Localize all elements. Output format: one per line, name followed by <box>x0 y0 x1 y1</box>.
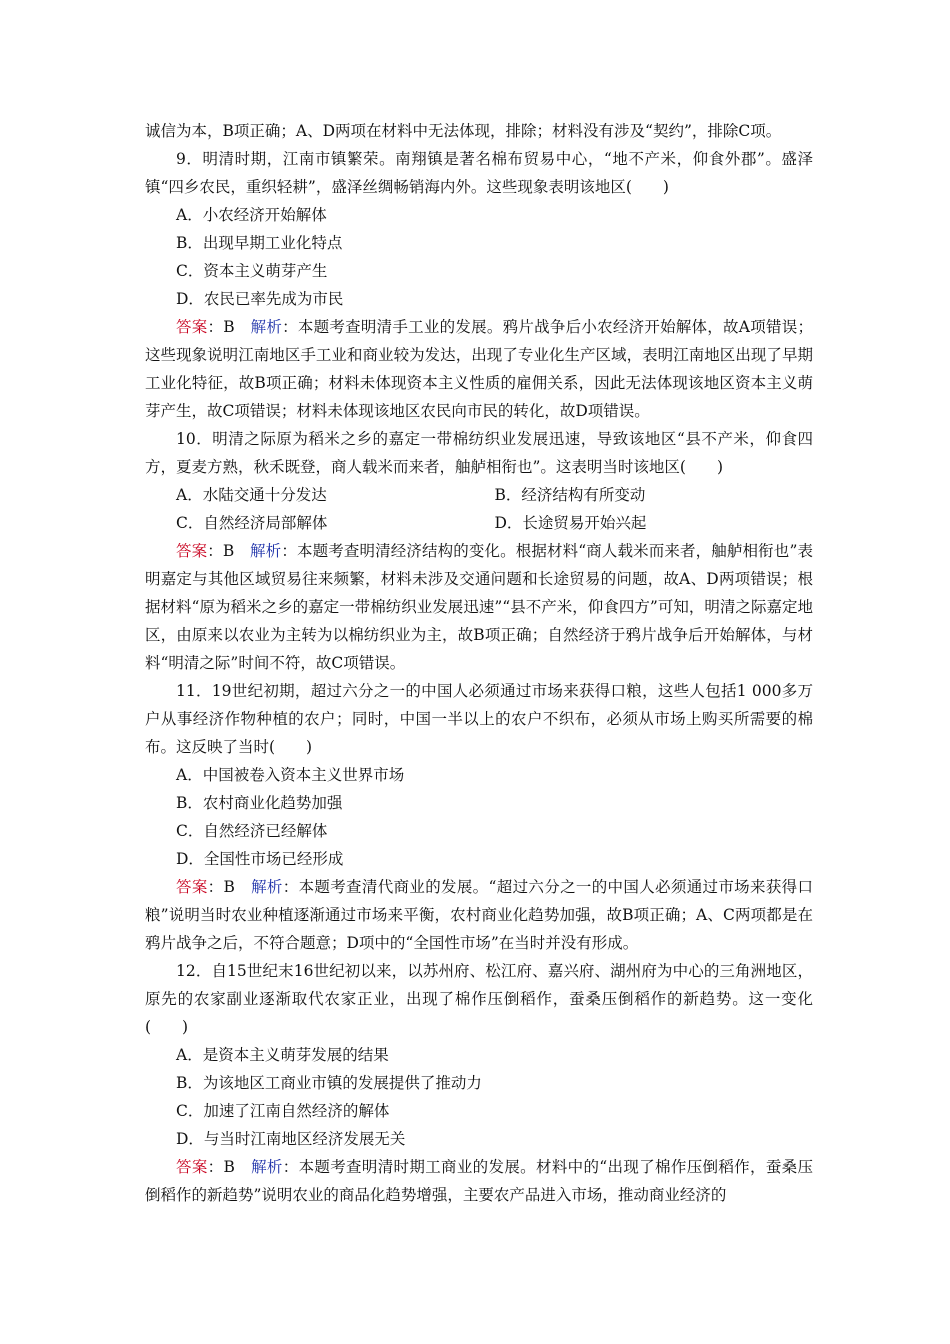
answer-label: 答案 <box>176 1158 208 1176</box>
document-body <box>145 117 813 1209</box>
answer-label: 答案 <box>176 878 208 896</box>
question-11-option-d: D．全国性市场已经形成 <box>176 850 344 868</box>
question-12-option-d: D．与当时江南地区经济发展无关 <box>176 1130 406 1148</box>
question-12-answer <box>145 1153 813 1209</box>
explanation-label: 解析 <box>251 878 283 896</box>
question-10-answer <box>145 537 813 677</box>
question-12-option-b: B．为该地区工商业市镇的发展提供了推动力 <box>176 1074 482 1092</box>
question-12-stem: 12．自15世纪末16世纪初以来，以苏州府、松江府、嘉兴府、湖州府为中心的三角洲地区，原先的农家副业逐渐取代农家正业，出现了棉作压倒稻作，蚕桑压倒稻作的新趋势。这一变化( ) <box>145 962 813 1036</box>
question-10-options-row-1 <box>145 481 813 509</box>
question-10-option-d: D．长途贸易开始兴起 <box>494 514 647 532</box>
explanation-label: 解析 <box>250 542 282 560</box>
question-11-stem: 11．19世纪初期，超过六分之一的中国人必须通过市场来获得口粮，这些人包括1 000多万户从事经济作物种植的农户；同时，中国一半以上的农户不织布，必须从市场上购买所需要的棉布。这反映了当时( ) <box>145 682 813 756</box>
question-10-option-a: A．水陆交通十分发达 <box>176 486 327 504</box>
question-9-option-a: A．小农经济开始解体 <box>176 206 327 224</box>
question-11-answer <box>145 873 813 957</box>
question-12-option-c: C．加速了江南自然经济的解体 <box>176 1102 390 1120</box>
intro-line: 诚信为本，B项正确；A、D两项在材料中无法体现，排除；材料没有涉及“契约”，排除C项。 <box>145 122 782 140</box>
explanation-text: ：本题考查明清时期工商业的发展。材料中的“出现了棉作压倒稻作，蚕桑压倒稻作的新趋势”说明农业的商品化趋势增强，主要农产品进入市场，推动商业经济的 <box>145 1158 814 1204</box>
question-10-option-b: B．经济结构有所变动 <box>494 486 646 504</box>
question-9-option-b: B．出现早期工业化特点 <box>176 234 343 252</box>
question-11-option-c: C．自然经济已经解体 <box>176 822 328 840</box>
answer-label: 答案 <box>176 542 208 560</box>
explanation-text: ：本题考查明清经济结构的变化。根据材料“商人载米而来者，舳舻相衔也”表明嘉定与其他区域贸易往来频繁，材料未涉及交通问题和长途贸易的问题，故A、D两项错误；根据材料“原为稻米之乡的嘉定一带棉纺织业发展迅速”“县不产米，仰食四方”可知，明清之际嘉定地区，由原来以农业为主转为以棉纺织业为主，故B项正确；自然经济于鸦片战争后开始解体，与材料“明清之际”时间不符，故C项错误。 <box>145 542 813 672</box>
answer-value: ：B <box>207 878 252 896</box>
question-11-option-b: B．农村商业化趋势加强 <box>176 794 343 812</box>
explanation-label: 解析 <box>251 1158 283 1176</box>
answer-value: ：B <box>207 542 251 560</box>
question-9-option-c: C．资本主义萌芽产生 <box>176 262 328 280</box>
explanation-text: ：本题考查清代商业的发展。“超过六分之一的中国人必须通过市场来获得口粮”说明当时农业种植逐渐通过市场来平衡，农村商业化趋势加强，故B项正确；A、C两项都是在鸦片战争之后，不符合题意；D项中的“全国性市场”在当时并没有形成。 <box>145 878 814 952</box>
explanation-text: ：本题考查明清手工业的发展。鸦片战争后小农经济开始解体，故A项错误；这些现象说明江南地区手工业和商业较为发达，出现了专业化生产区域，表明江南地区出现了早期工业化特征，故B项正确；材料未体现资本主义性质的雇佣关系，因此无法体现该地区资本主义萌芽产生，故C项错误；材料未体现该地区农民向市民的转化，故D项错误。 <box>145 318 813 420</box>
question-11-option-a: A．中国被卷入资本主义世界市场 <box>176 766 405 784</box>
question-9-option-d: D．农民已率先成为市民 <box>176 290 344 308</box>
question-10-option-c: C．自然经济局部解体 <box>176 514 328 532</box>
question-12-option-a: A．是资本主义萌芽发展的结果 <box>176 1046 389 1064</box>
answer-value: ：B <box>207 318 251 336</box>
question-9-answer <box>145 313 813 425</box>
question-10-stem: 10．明清之际原为稻米之乡的嘉定一带棉纺织业发展迅速，导致该地区“县不产米，仰食四方，夏麦方熟，秋禾既登，商人载米而来者，舳舻相衔也”。这表明当时该地区( ) <box>145 430 813 476</box>
explanation-label: 解析 <box>250 318 283 336</box>
answer-value: ：B <box>207 1158 252 1176</box>
question-9-stem: 9．明清时期，江南市镇繁荣。南翔镇是著名棉布贸易中心，“地不产米，仰食外郡”。盛泽镇“四乡农民，重织轻耕”，盛泽丝绸畅销海内外。这些现象表明该地区( ) <box>145 150 813 196</box>
question-10-options-row-2 <box>145 509 813 537</box>
answer-label: 答案 <box>176 318 208 336</box>
